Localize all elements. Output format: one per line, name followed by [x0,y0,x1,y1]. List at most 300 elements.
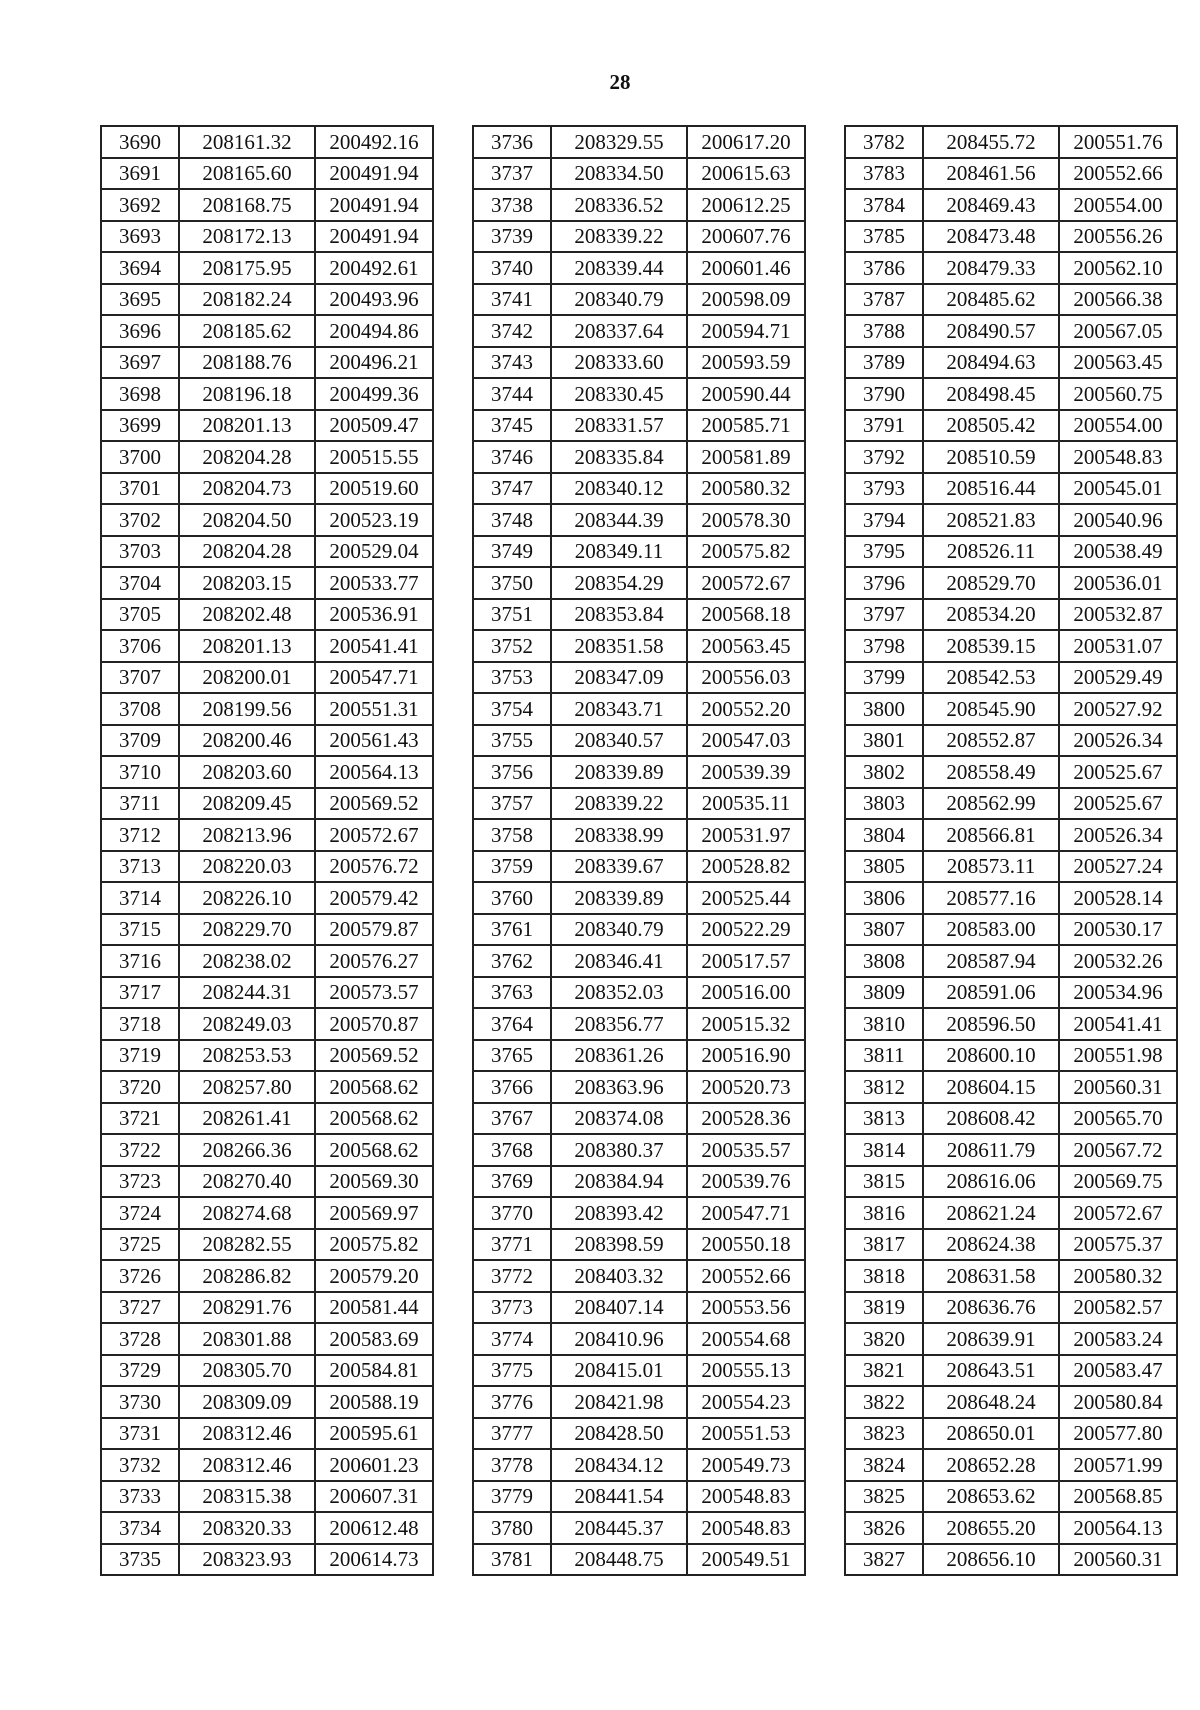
table-row [473,441,805,473]
point-number-cell: 3824 [845,1449,923,1481]
y-coordinate-cell: 200579.42 [315,882,433,914]
x-coordinate-cell: 208566.81 [923,819,1059,851]
y-coordinate-cell: 200582.57 [1059,1292,1177,1324]
point-number-cell: 3736 [473,126,551,158]
point-number-cell: 3783 [845,158,923,190]
point-number-cell: 3756 [473,756,551,788]
point-number-cell: 3749 [473,536,551,568]
x-coordinate-cell: 208650.01 [923,1418,1059,1450]
y-coordinate-cell: 200547.71 [687,1197,805,1229]
y-coordinate-cell: 200529.04 [315,536,433,568]
x-coordinate-cell: 208336.52 [551,189,687,221]
x-coordinate-cell: 208421.98 [551,1386,687,1418]
point-number-cell: 3723 [101,1166,179,1198]
x-coordinate-cell: 208188.76 [179,347,315,379]
point-number-cell: 3827 [845,1544,923,1576]
point-number-cell: 3764 [473,1008,551,1040]
table-row [845,1481,1177,1513]
point-number-cell: 3808 [845,945,923,977]
point-number-cell: 3761 [473,914,551,946]
y-coordinate-cell: 200581.89 [687,441,805,473]
x-coordinate-cell: 208204.50 [179,504,315,536]
x-coordinate-cell: 208339.22 [551,788,687,820]
table-row [473,882,805,914]
y-coordinate-cell: 200491.94 [315,221,433,253]
point-number-cell: 3742 [473,315,551,347]
y-coordinate-cell: 200532.87 [1059,599,1177,631]
point-number-cell: 3714 [101,882,179,914]
x-coordinate-cell: 208204.73 [179,473,315,505]
y-coordinate-cell: 200549.73 [687,1449,805,1481]
x-coordinate-cell: 208196.18 [179,378,315,410]
x-coordinate-cell: 208220.03 [179,851,315,883]
point-number-cell: 3775 [473,1355,551,1387]
table-row [101,599,433,631]
y-coordinate-cell: 200527.24 [1059,851,1177,883]
point-number-cell: 3695 [101,284,179,316]
x-coordinate-cell: 208596.50 [923,1008,1059,1040]
y-coordinate-cell: 200584.81 [315,1355,433,1387]
table-row [101,1040,433,1072]
x-coordinate-cell: 208335.84 [551,441,687,473]
x-coordinate-cell: 208202.48 [179,599,315,631]
y-coordinate-cell: 200617.20 [687,126,805,158]
y-coordinate-cell: 200545.01 [1059,473,1177,505]
table-row [101,1418,433,1450]
point-number-cell: 3705 [101,599,179,631]
x-coordinate-cell: 208573.11 [923,851,1059,883]
table-row [101,1134,433,1166]
y-coordinate-cell: 200594.71 [687,315,805,347]
x-coordinate-cell: 208631.58 [923,1260,1059,1292]
table-row [473,1008,805,1040]
x-coordinate-cell: 208286.82 [179,1260,315,1292]
point-number-cell: 3816 [845,1197,923,1229]
y-coordinate-cell: 200551.76 [1059,126,1177,158]
y-coordinate-cell: 200556.03 [687,662,805,694]
table-row [845,410,1177,442]
point-number-cell: 3826 [845,1512,923,1544]
x-coordinate-cell: 208398.59 [551,1229,687,1261]
x-coordinate-cell: 208168.75 [179,189,315,221]
table-row [473,1134,805,1166]
x-coordinate-cell: 208185.62 [179,315,315,347]
table-row [473,189,805,221]
table-row [473,1040,805,1072]
point-number-cell: 3699 [101,410,179,442]
y-coordinate-cell: 200601.23 [315,1449,433,1481]
point-number-cell: 3731 [101,1418,179,1450]
x-coordinate-cell: 208340.79 [551,284,687,316]
table-row [473,1386,805,1418]
y-coordinate-cell: 200517.57 [687,945,805,977]
x-coordinate-cell: 208334.50 [551,158,687,190]
x-coordinate-cell: 208253.53 [179,1040,315,1072]
point-number-cell: 3752 [473,630,551,662]
y-coordinate-cell: 200556.26 [1059,221,1177,253]
x-coordinate-cell: 208600.10 [923,1040,1059,1072]
y-coordinate-cell: 200499.36 [315,378,433,410]
y-coordinate-cell: 200531.07 [1059,630,1177,662]
table-row [845,1008,1177,1040]
point-number-cell: 3744 [473,378,551,410]
y-coordinate-cell: 200575.82 [315,1229,433,1261]
y-coordinate-cell: 200519.60 [315,473,433,505]
table-row [845,221,1177,253]
point-number-cell: 3795 [845,536,923,568]
x-coordinate-cell: 208353.84 [551,599,687,631]
point-number-cell: 3690 [101,126,179,158]
y-coordinate-cell: 200566.38 [1059,284,1177,316]
point-number-cell: 3743 [473,347,551,379]
y-coordinate-cell: 200525.67 [1059,756,1177,788]
table-row [473,158,805,190]
x-coordinate-cell: 208203.15 [179,567,315,599]
x-coordinate-cell: 208655.20 [923,1512,1059,1544]
point-number-cell: 3782 [845,126,923,158]
x-coordinate-cell: 208204.28 [179,536,315,568]
table-row [845,158,1177,190]
x-coordinate-cell: 208340.79 [551,914,687,946]
table-row [845,945,1177,977]
y-coordinate-cell: 200494.86 [315,315,433,347]
point-number-cell: 3788 [845,315,923,347]
y-coordinate-cell: 200554.23 [687,1386,805,1418]
table-row [473,1481,805,1513]
point-number-cell: 3701 [101,473,179,505]
table-row [101,851,433,883]
point-number-cell: 3711 [101,788,179,820]
table-row [101,945,433,977]
table-row [473,221,805,253]
table-row [473,1166,805,1198]
point-number-cell: 3716 [101,945,179,977]
x-coordinate-cell: 208354.29 [551,567,687,599]
x-coordinate-cell: 208624.38 [923,1229,1059,1261]
table-row [473,1512,805,1544]
point-number-cell: 3774 [473,1323,551,1355]
y-coordinate-cell: 200615.63 [687,158,805,190]
x-coordinate-cell: 208315.38 [179,1481,315,1513]
table-row [845,252,1177,284]
x-coordinate-cell: 208339.89 [551,882,687,914]
point-number-cell: 3707 [101,662,179,694]
table-row [101,977,433,1009]
x-coordinate-cell: 208428.50 [551,1418,687,1450]
y-coordinate-cell: 200531.97 [687,819,805,851]
y-coordinate-cell: 200552.20 [687,693,805,725]
x-coordinate-cell: 208473.48 [923,221,1059,253]
y-coordinate-cell: 200525.44 [687,882,805,914]
table-row [845,599,1177,631]
y-coordinate-cell: 200561.43 [315,725,433,757]
point-number-cell: 3801 [845,725,923,757]
point-number-cell: 3790 [845,378,923,410]
y-coordinate-cell: 200564.13 [315,756,433,788]
table-row [101,536,433,568]
point-number-cell: 3797 [845,599,923,631]
y-coordinate-cell: 200572.67 [1059,1197,1177,1229]
point-number-cell: 3806 [845,882,923,914]
table-row [845,1229,1177,1261]
x-coordinate-cell: 208562.99 [923,788,1059,820]
x-coordinate-cell: 208542.53 [923,662,1059,694]
y-coordinate-cell: 200530.17 [1059,914,1177,946]
point-number-cell: 3812 [845,1071,923,1103]
point-number-cell: 3810 [845,1008,923,1040]
x-coordinate-cell: 208656.10 [923,1544,1059,1576]
y-coordinate-cell: 200492.61 [315,252,433,284]
table-row [845,1260,1177,1292]
point-number-cell: 3785 [845,221,923,253]
point-number-cell: 3817 [845,1229,923,1261]
x-coordinate-cell: 208229.70 [179,914,315,946]
x-coordinate-cell: 208165.60 [179,158,315,190]
y-coordinate-cell: 200493.96 [315,284,433,316]
y-coordinate-cell: 200607.31 [315,1481,433,1513]
point-number-cell: 3748 [473,504,551,536]
y-coordinate-cell: 200516.90 [687,1040,805,1072]
point-number-cell: 3700 [101,441,179,473]
table-row [101,819,433,851]
x-coordinate-cell: 208479.33 [923,252,1059,284]
point-number-cell: 3715 [101,914,179,946]
table-row [101,441,433,473]
point-number-cell: 3789 [845,347,923,379]
x-coordinate-cell: 208648.24 [923,1386,1059,1418]
y-coordinate-cell: 200527.92 [1059,693,1177,725]
x-coordinate-cell: 208356.77 [551,1008,687,1040]
table-row [845,788,1177,820]
table-row [473,945,805,977]
table-row [845,441,1177,473]
point-number-cell: 3725 [101,1229,179,1261]
point-number-cell: 3807 [845,914,923,946]
point-number-cell: 3773 [473,1292,551,1324]
table-row [845,630,1177,662]
table-row [101,630,433,662]
y-coordinate-cell: 200562.10 [1059,252,1177,284]
point-number-cell: 3802 [845,756,923,788]
y-coordinate-cell: 200549.51 [687,1544,805,1576]
y-coordinate-cell: 200552.66 [1059,158,1177,190]
point-number-cell: 3792 [845,441,923,473]
y-coordinate-cell: 200588.19 [315,1386,433,1418]
y-coordinate-cell: 200560.75 [1059,378,1177,410]
table-row [845,536,1177,568]
y-coordinate-cell: 200536.91 [315,599,433,631]
table-row [845,1071,1177,1103]
x-coordinate-cell: 208172.13 [179,221,315,253]
x-coordinate-cell: 208175.95 [179,252,315,284]
point-number-cell: 3763 [473,977,551,1009]
y-coordinate-cell: 200492.16 [315,126,433,158]
y-coordinate-cell: 200568.62 [315,1134,433,1166]
point-number-cell: 3753 [473,662,551,694]
table-row [473,1544,805,1576]
x-coordinate-cell: 208490.57 [923,315,1059,347]
y-coordinate-cell: 200553.56 [687,1292,805,1324]
x-coordinate-cell: 208558.49 [923,756,1059,788]
y-coordinate-cell: 200560.31 [1059,1544,1177,1576]
point-number-cell: 3755 [473,725,551,757]
point-number-cell: 3691 [101,158,179,190]
point-number-cell: 3741 [473,284,551,316]
point-number-cell: 3815 [845,1166,923,1198]
x-coordinate-cell: 208282.55 [179,1229,315,1261]
table-row [845,1292,1177,1324]
point-number-cell: 3735 [101,1544,179,1576]
x-coordinate-cell: 208407.14 [551,1292,687,1324]
table-row [101,756,433,788]
table-row [473,1449,805,1481]
x-coordinate-cell: 208203.60 [179,756,315,788]
point-number-cell: 3787 [845,284,923,316]
table-row [101,725,433,757]
y-coordinate-cell: 200547.03 [687,725,805,757]
table-row [101,567,433,599]
table-row [845,1103,1177,1135]
x-coordinate-cell: 208204.28 [179,441,315,473]
y-coordinate-cell: 200551.53 [687,1418,805,1450]
table-row [473,1071,805,1103]
table-row [101,1544,433,1576]
x-coordinate-cell: 208652.28 [923,1449,1059,1481]
point-number-cell: 3729 [101,1355,179,1387]
y-coordinate-cell: 200568.18 [687,599,805,631]
point-number-cell: 3799 [845,662,923,694]
table-row [473,1229,805,1261]
table-row [845,1544,1177,1576]
y-coordinate-cell: 200579.87 [315,914,433,946]
y-coordinate-cell: 200551.31 [315,693,433,725]
table-row [473,977,805,1009]
point-number-cell: 3765 [473,1040,551,1072]
x-coordinate-cell: 208510.59 [923,441,1059,473]
y-coordinate-cell: 200579.20 [315,1260,433,1292]
x-coordinate-cell: 208261.41 [179,1103,315,1135]
point-number-cell: 3757 [473,788,551,820]
table-row [473,378,805,410]
table-row [101,347,433,379]
table-row [101,1071,433,1103]
x-coordinate-cell: 208343.71 [551,693,687,725]
y-coordinate-cell: 200569.30 [315,1166,433,1198]
x-coordinate-cell: 208498.45 [923,378,1059,410]
point-number-cell: 3720 [101,1071,179,1103]
point-number-cell: 3813 [845,1103,923,1135]
table-row [473,536,805,568]
point-number-cell: 3803 [845,788,923,820]
y-coordinate-cell: 200569.97 [315,1197,433,1229]
x-coordinate-cell: 208445.37 [551,1512,687,1544]
x-coordinate-cell: 208526.11 [923,536,1059,568]
y-coordinate-cell: 200541.41 [1059,1008,1177,1040]
point-number-cell: 3771 [473,1229,551,1261]
table-row [845,1449,1177,1481]
x-coordinate-cell: 208455.72 [923,126,1059,158]
y-coordinate-cell: 200568.85 [1059,1481,1177,1513]
table-row [473,504,805,536]
x-coordinate-cell: 208347.09 [551,662,687,694]
y-coordinate-cell: 200576.72 [315,851,433,883]
y-coordinate-cell: 200601.46 [687,252,805,284]
y-coordinate-cell: 200554.68 [687,1323,805,1355]
table-row [101,315,433,347]
x-coordinate-cell: 208534.20 [923,599,1059,631]
x-coordinate-cell: 208199.56 [179,693,315,725]
table-row [101,662,433,694]
x-coordinate-cell: 208639.91 [923,1323,1059,1355]
x-coordinate-cell: 208331.57 [551,410,687,442]
page-number: 28 [609,70,631,94]
point-number-cell: 3805 [845,851,923,883]
x-coordinate-cell: 208529.70 [923,567,1059,599]
point-number-cell: 3696 [101,315,179,347]
table-row [845,819,1177,851]
point-number-cell: 3710 [101,756,179,788]
coordinate-table-3 [844,125,1178,1576]
table-row [845,284,1177,316]
point-number-cell: 3698 [101,378,179,410]
y-coordinate-cell: 200563.45 [1059,347,1177,379]
table-row [473,126,805,158]
y-coordinate-cell: 200491.94 [315,158,433,190]
point-number-cell: 3758 [473,819,551,851]
table-row [473,662,805,694]
y-coordinate-cell: 200551.98 [1059,1040,1177,1072]
x-coordinate-cell: 208539.15 [923,630,1059,662]
x-coordinate-cell: 208415.01 [551,1355,687,1387]
y-coordinate-cell: 200538.49 [1059,536,1177,568]
y-coordinate-cell: 200554.00 [1059,410,1177,442]
x-coordinate-cell: 208312.46 [179,1449,315,1481]
x-coordinate-cell: 208200.01 [179,662,315,694]
table-row [473,756,805,788]
table-row [101,378,433,410]
y-coordinate-cell: 200496.21 [315,347,433,379]
table-row [473,410,805,442]
table-row [101,158,433,190]
x-coordinate-cell: 208351.58 [551,630,687,662]
x-coordinate-cell: 208441.54 [551,1481,687,1513]
table-row [845,1166,1177,1198]
x-coordinate-cell: 208249.03 [179,1008,315,1040]
y-coordinate-cell: 200526.34 [1059,725,1177,757]
point-number-cell: 3734 [101,1512,179,1544]
y-coordinate-cell: 200535.11 [687,788,805,820]
table-row [101,252,433,284]
y-coordinate-cell: 200555.13 [687,1355,805,1387]
point-number-cell: 3760 [473,882,551,914]
point-number-cell: 3798 [845,630,923,662]
x-coordinate-cell: 208393.42 [551,1197,687,1229]
x-coordinate-cell: 208361.26 [551,1040,687,1072]
x-coordinate-cell: 208363.96 [551,1071,687,1103]
y-coordinate-cell: 200612.48 [315,1512,433,1544]
y-coordinate-cell: 200523.19 [315,504,433,536]
x-coordinate-cell: 208636.76 [923,1292,1059,1324]
y-coordinate-cell: 200550.18 [687,1229,805,1261]
table-row [845,914,1177,946]
x-coordinate-cell: 208604.15 [923,1071,1059,1103]
x-coordinate-cell: 208333.60 [551,347,687,379]
x-coordinate-cell: 208339.22 [551,221,687,253]
y-coordinate-cell: 200568.62 [315,1071,433,1103]
table-row [101,1449,433,1481]
table-row [845,347,1177,379]
y-coordinate-cell: 200614.73 [315,1544,433,1576]
